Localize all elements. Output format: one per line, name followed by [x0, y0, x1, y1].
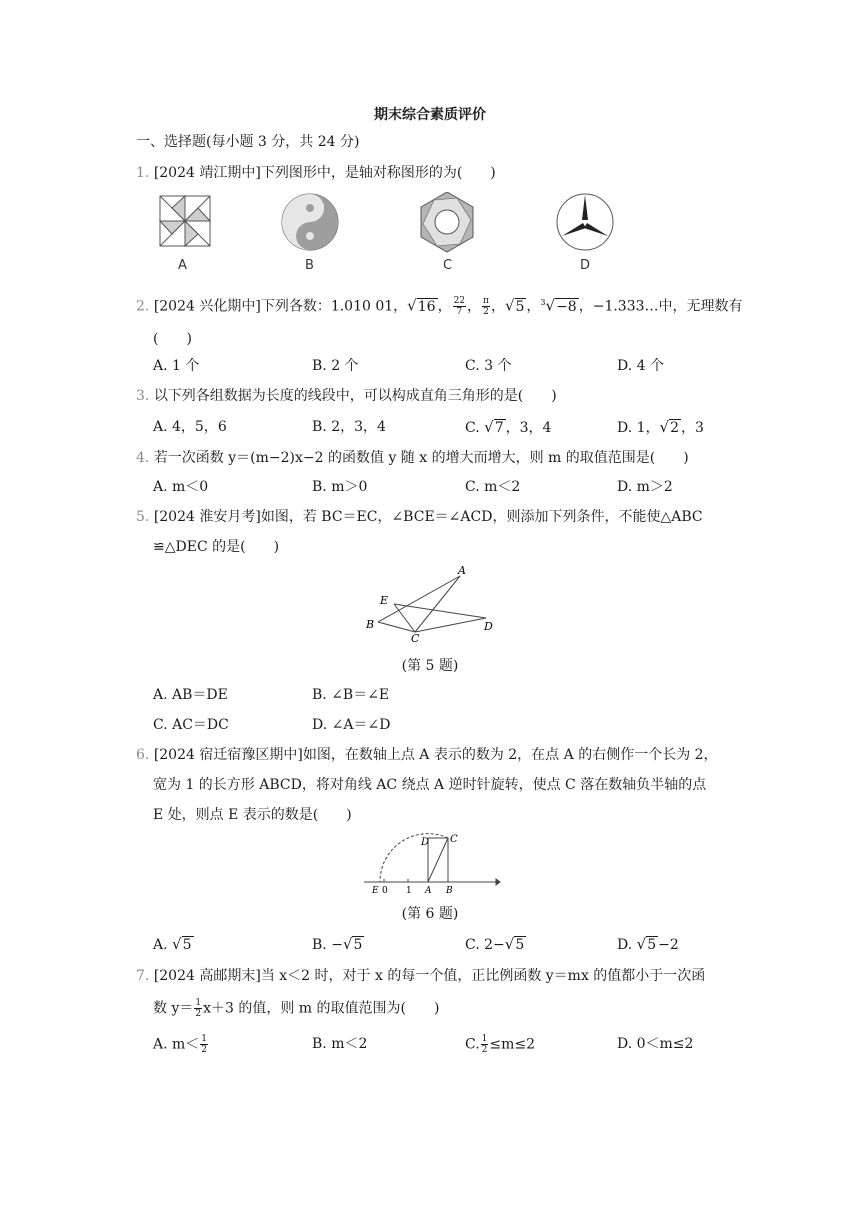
radicand: 16 — [417, 298, 436, 315]
option-b: B. 2 个 — [312, 358, 359, 374]
q5-triangle-figure — [360, 562, 510, 642]
point-label: E — [380, 594, 389, 607]
pinwheel-figure — [160, 196, 210, 246]
radicand: 5 — [515, 298, 525, 315]
option-b: B. 2，3，4 — [312, 419, 386, 435]
option-a: A. 4，5，6 — [153, 419, 227, 435]
question-text: 以下列各组数据为长度的线段中，可以构成直角三角形的是( ) — [153, 388, 557, 404]
option-b: B. ∠B＝∠E — [312, 687, 390, 703]
option-b: B. m＜2 — [312, 1036, 368, 1052]
figure-label: A — [178, 258, 187, 273]
radicand: −8 — [556, 298, 577, 315]
question-text-cont: 数 y＝ $\frac{1}{2}$ x＋3 的值，则 m 的取值范围为( ) — [153, 998, 440, 1019]
option-d: D. ∠A＝∠D — [312, 717, 391, 733]
option-a: A. √5 — [153, 935, 192, 953]
hexagon-figure — [421, 192, 473, 252]
figure-label: C — [443, 258, 453, 273]
point-label: D — [421, 837, 430, 848]
question-6 — [136, 745, 718, 765]
option-d: D. 0＜m≤2 — [617, 1036, 694, 1052]
point-label: A — [425, 886, 432, 896]
question-number: 7. — [136, 968, 150, 984]
figure-caption: (第 6 题) — [401, 906, 459, 922]
option-c: C. AC＝DC — [153, 717, 229, 733]
point-label: B — [366, 618, 375, 631]
figure-label: B — [305, 258, 314, 273]
option-c: C. 3 个 — [465, 358, 512, 374]
section-heading: 一、选择题(每小题 3 分，共 24 分) — [136, 134, 360, 150]
question-text: 若一次函数 y＝(m−2)x−2 的函数值 y 随 x 的增大而增大，则 m 的取值范围是( ) — [153, 450, 689, 466]
q1-figures — [150, 192, 630, 254]
mercedes-figure — [557, 194, 613, 250]
question-text: ，−1.333…中，无理数有 — [578, 298, 743, 315]
fraction: $\frac{1}{2}$ — [201, 1034, 208, 1055]
option-c: C. $\frac{1}{2}$ ≤m≤2 — [465, 1034, 536, 1055]
point-label: E — [372, 886, 379, 896]
figure-caption: (第 5 题) — [401, 658, 459, 674]
question-2: 2. [2024 兴化期中]下列各数：1.010 01，√16 ， $\frac{22}{7}$ ， $\frac{\pi}{2}$ ，√5 ，$^3$√−8 ，−1.333…中，无理数有 — [136, 296, 743, 318]
question-text: [2024 靖江期中]下列图形中，是轴对称图形的为( ) — [153, 165, 496, 181]
question-number: 3. — [136, 388, 150, 404]
page-title: 期末综合素质评价 — [374, 107, 486, 123]
point-label: B — [446, 886, 453, 896]
fraction: $\frac{1}{2}$ — [481, 1034, 488, 1055]
fraction: $\frac{\pi}{2}$ — [483, 296, 489, 318]
figure-label: D — [580, 258, 591, 273]
option-b: B. m＞0 — [312, 479, 368, 495]
option-c: C. m＜2 — [465, 479, 521, 495]
option-c: C. √7 ，3，4 — [465, 418, 552, 436]
question-text-cont: E 处，则点 E 表示的数是( ) — [153, 807, 352, 823]
question-text: [2024 宿迁宿豫区期中]如图，在数轴上点 A 表示的数为 2，在点 A 的右侧作一个长为 2， — [153, 747, 718, 763]
answer-blank: ( ) — [153, 331, 192, 347]
yin-yang-figure — [282, 194, 338, 250]
option-d: D. √5 −2 — [617, 935, 679, 953]
question-5 — [136, 507, 703, 527]
point-label: D — [484, 620, 493, 633]
option-c: C. 2−√5 — [465, 935, 525, 953]
point-label: A — [458, 564, 466, 577]
question-4 — [136, 448, 689, 468]
question-text: [2024 高邮期末]当 x＜2 时，对于 x 的每一个值，正比例函数 y＝mx 的值都小于一次函 — [153, 968, 706, 984]
question-number: 5. — [136, 509, 150, 525]
option-b: B. −√5 — [312, 935, 363, 953]
point-label: C — [450, 834, 458, 845]
question-number: 1. — [136, 165, 150, 181]
question-text: [2024 淮安月考]如图，若 BC＝EC，∠BCE＝∠ACD，则添加下列条件，不能使△ABC — [153, 509, 703, 525]
cube-root-index: 3 — [540, 298, 546, 307]
question-1 — [136, 163, 496, 183]
question-3 — [136, 386, 557, 406]
option-a: A. AB＝DE — [153, 687, 228, 703]
option-d: D. 1，√2 ，3 — [617, 418, 704, 436]
question-text: [2024 兴化期中]下列各数：1.010 01， — [153, 298, 408, 315]
option-d: D. m＞2 — [617, 479, 673, 495]
option-d: D. 4 个 — [617, 358, 664, 374]
tick-label: 0 — [382, 886, 388, 896]
tick-label: 1 — [406, 886, 412, 896]
q6-number-line-figure — [360, 830, 505, 896]
fraction: $\frac{22}{7}$ — [453, 296, 466, 318]
option-a: A. m＜0 — [153, 479, 209, 495]
point-label: C — [411, 632, 420, 642]
question-text-cont: 宽为 1 的长方形 ABCD，将对角线 AC 绕点 A 逆时针旋转，使点 C 落在数轴负半轴的点 — [153, 777, 707, 793]
option-a: A. m＜ $\frac{1}{2}$ — [153, 1034, 208, 1055]
question-number: 6. — [136, 747, 150, 763]
question-number: 2. — [136, 298, 150, 315]
option-a: A. 1 个 — [153, 358, 200, 374]
fraction: $\frac{1}{2}$ — [195, 998, 202, 1019]
question-text-cont: ≌△DEC 的是( ) — [153, 539, 280, 555]
question-number: 4. — [136, 450, 150, 466]
question-7 — [136, 966, 705, 986]
